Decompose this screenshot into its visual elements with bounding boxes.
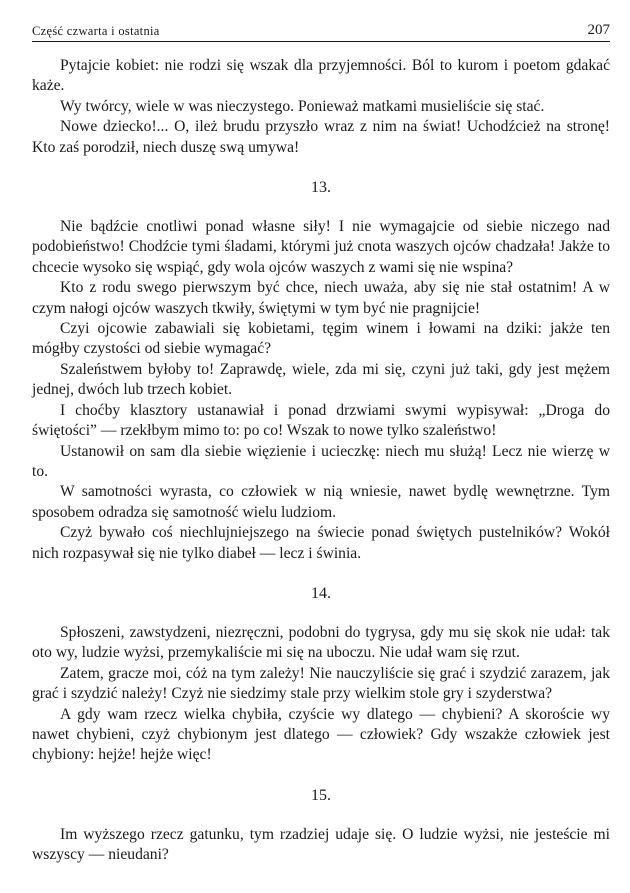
section-number: 14. (311, 584, 331, 602)
paragraph: Nie bądźcie cnotliwi ponad własne siły! I nie wymagajcie od siebie niczego nad podobieństwo! Chodźcie tymi śladami, którymi już cnota waszych ojców chadzała! Jakże to chcecie wysoko się wspiąć, gdy wola ojców waszych z wami się nie wspina? (32, 218, 610, 276)
paragraph: I choćby klasztory ustanawiał i ponad drzwiami swymi wypisywał: „Droga do świętości” — rzekłbym mimo to: po co! Wszak to nowe tylko szaleństwo! (32, 401, 610, 440)
paragraph: W samotności wyrasta, co człowiek w nią wniesie, nawet bydlę wewnętrzne. Tym sposobem odradza się samotność wielu ludziom. (32, 483, 610, 521)
section-number: 13. (311, 179, 331, 197)
header-rule (32, 41, 610, 42)
paragraph: Spłoszeni, zawstydzeni, niezręczni, podobni do tygrysa, gdy mu się skok nie udał: tak oto wy, ludzie wyżsi, przemykaliście mi się na uboczu. Nie udał wam się rzut. (32, 623, 610, 662)
paragraph: Wy twórcy, wiele w was nieczystego. Ponieważ matkami musieliście się stać. (60, 97, 545, 115)
paragraph: Pytajcie kobiet: nie rodzi się wszak dla przyjemności. Ból to kurom i poetom gdakać każe. (32, 57, 610, 95)
body-text (32, 56, 610, 866)
paragraph: Zatem, gracze moi, cóż na tym zależy! Nie nauczyliście się grać i szydzić zarazem, jak grać i szydzić należy! Czyż nie siedzimy stale przy wielkim stole gry i szyderstwa? (32, 664, 610, 703)
paragraph: Im wyższego rzecz gatunku, tym rzadziej udaje się. O ludzie wyżsi, nie jesteście mi wszyscy — nieudani? (32, 825, 610, 864)
running-title: Część czwarta i ostatnia (32, 24, 160, 38)
section-number: 15. (311, 786, 331, 804)
paragraph: A gdy wam rzecz wielka chybiła, czyście wy dlatego — chybieni? A skoroście wy nawet chybieni, czyż chybionym jest dlatego — człowiek? Gdy wszakże człowiek jest chybiony: hejże! hejże więc! (32, 705, 610, 764)
paragraph: Czyi ojcowie zabawiali się kobietami, tęgim winem i łowami na dziki: jakże ten mógłby czystości od siebie wymagać? (32, 320, 610, 358)
paragraph: Nowe dziecko!... O, ileż brudu przyszło wraz z nim na świat! Uchodźcież na stronę! Kto zaś porodził, niech duszę swą umywa! (32, 118, 610, 156)
paragraph: Szaleństwem byłoby to! Zaprawdę, wiele, zda mi się, czyni już taki, gdy jest mężem jednej, dwóch lub trzech kobiet. (32, 360, 610, 399)
page-number: 207 (587, 22, 610, 38)
paragraph: Kto z rodu swego pierwszym być chce, niech uważa, aby się nie stał ostatnim! A w czym nałogi ojców waszych tkwiły, świętymi w tym być nie pragnijcie! (32, 279, 610, 317)
paragraph: Czyż bywało coś niechlujniejszego na świecie ponad świętych pustelników? Wokół nich rozpasywał się nie tylko diabeł — lecz i świnia. (32, 524, 610, 562)
running-header (32, 22, 610, 42)
paragraph: Ustanowił on sam dla siebie więzienie i ucieczkę: niech mu służą! Lecz nie wierzę w to. (32, 442, 610, 480)
